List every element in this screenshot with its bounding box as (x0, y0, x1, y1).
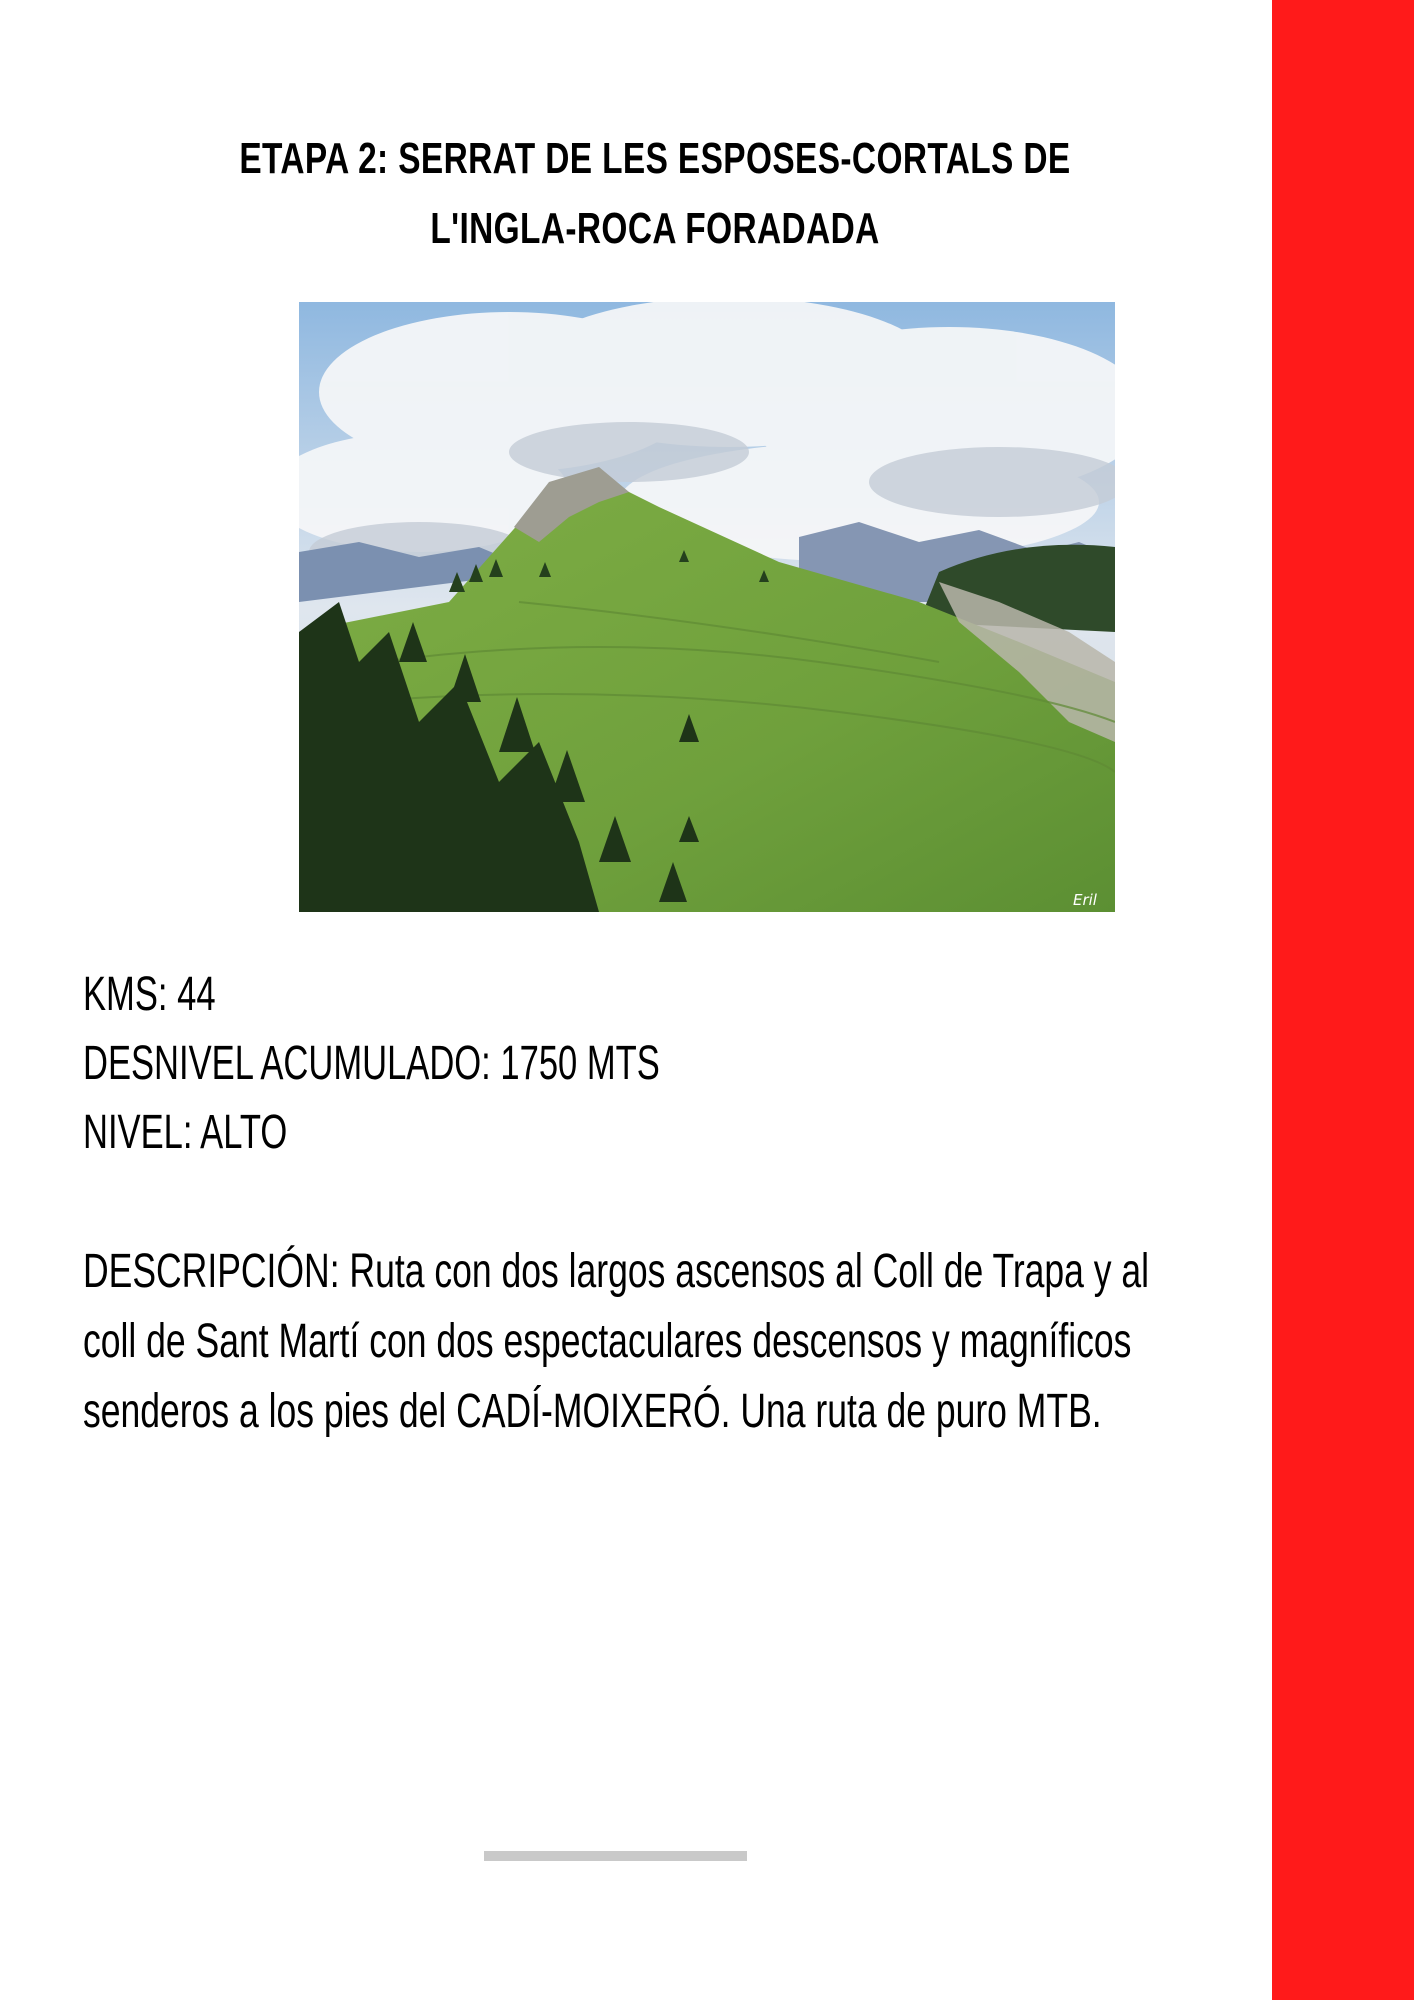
difficulty-stat: NIVEL: ALTO (83, 1106, 288, 1159)
route-stats (83, 960, 1083, 1167)
route-description: DESCRIPCIÓN: Ruta con dos largos ascensos al Coll de Trapa y al coll de Sant Martí con dos espectaculares descensos y magníficos senderos a los pies del CADÍ-MOIXERÓ. Una ruta de puro MTB. (83, 1245, 1150, 1438)
elevation-gain-stat: DESNIVEL ACUMULADO: 1750 MTS (83, 1037, 660, 1090)
distance-stat: KMS: 44 (83, 968, 216, 1021)
footer-divider (484, 1851, 747, 1861)
page-title: ETAPA 2: SERRAT DE LES ESPOSES-CORTALS DE L'INGLA-ROCA FORADADA (239, 134, 1071, 253)
photo-credit: Eril (1073, 891, 1097, 909)
red-side-band (1272, 0, 1414, 2000)
mountain-photo (299, 302, 1115, 912)
